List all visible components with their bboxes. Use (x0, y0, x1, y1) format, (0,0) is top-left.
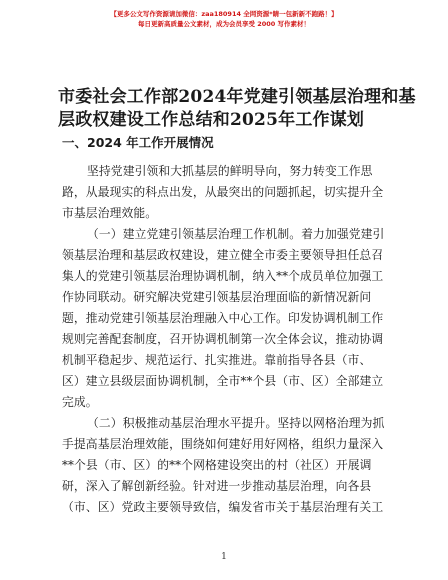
body-line: **个县（市、区）的**个网格建设突出的村（社区）开展调 (62, 458, 372, 472)
page-number: 1 (221, 552, 227, 562)
body-line: 题，推动党建引领基层治理融入中心工作。印发协调机制工作 (62, 311, 384, 325)
body-line: 机制平稳起步、规范运行、扎实推进。靠前指导各县（市、 (62, 353, 372, 367)
document-title-line-1: 市委社会工作部2024年党建引领基层治理和基 (58, 87, 416, 107)
body-line: （二）积极推动基层治理水平提升。坚持以网格治理为抓 (87, 416, 385, 430)
body-line: 区）建立县级层面协调机制，全市**个县（市、区）全部建立 (62, 374, 384, 388)
body-line: 完成。 (62, 395, 98, 409)
body-line: 市基层治理效能。 (62, 206, 158, 220)
body-line: （市、区）党政主要领导致信，编发省市关于基层治理有关工 (62, 500, 384, 514)
document-title-line-2: 层政权建设工作总结和2025年工作谋划 (58, 110, 365, 130)
body-line: （一）建立党建引领基层治理工作机制。着力加强党建引 (87, 227, 385, 241)
body-line: 路，从最现实的科点出发，从最突出的问题抓起，切实提升全 (62, 185, 384, 199)
body-line: 领基层治理和基层政权建设，建立健全市委主要领导担任总召 (62, 248, 384, 262)
body-line: 手提高基层治理效能，围绕如何建好用好网格，组织力量深入 (62, 437, 384, 451)
body-line: 规则完善配套制度，召开协调机制第一次全体会议，推动协调 (62, 332, 384, 346)
banner-line-2: 每日更新高质量公文素材，成为会员享受 2000 写作素材！ (137, 20, 311, 28)
body-line: 坚持党建引领和大抓基层的鲜明导向，努力转变工作思 (87, 164, 373, 178)
body-line: 研，深入了解创新经验。针对进一步推动基层治理，向各县 (62, 479, 372, 493)
section-heading: 一、2024 年工作开展情况 (62, 135, 214, 150)
banner-line-1: 【更多公文写作资源请加微信：zaa180914 全网资源*睛一包新新不跑路！】 (110, 10, 338, 18)
body-line: 集人的党建引领基层治理协调机制，纳入**个成员单位加强工 (62, 269, 384, 283)
body-line: 作协同联动。研究解决党建引领基层治理面临的新情况新问 (62, 290, 372, 304)
